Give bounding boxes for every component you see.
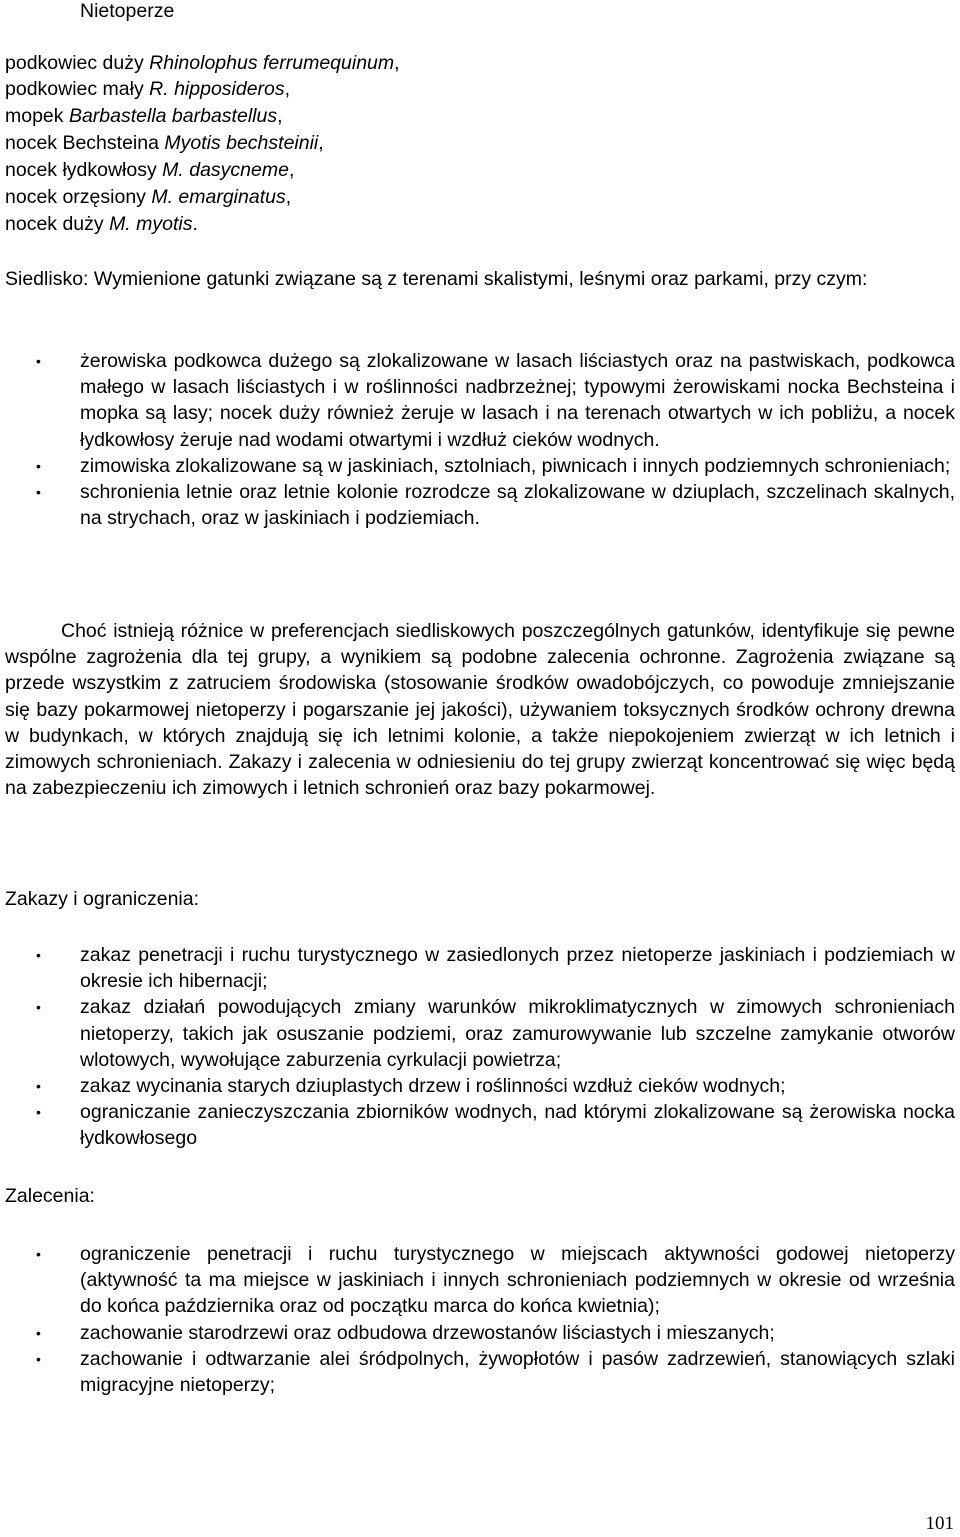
species-line: podkowiec duży Rhinolophus ferrumequinum,	[5, 52, 400, 74]
species-line: nocek duży M. myotis.	[5, 213, 198, 235]
recs-list	[0, 1241, 955, 1398]
list-item: • ograniczanie zanieczyszczania zbiorników wodnych, nad którymi zlokalizowane są żerowiska nocka łydkowłosego	[36, 1101, 955, 1150]
bullet-icon: •	[36, 1104, 41, 1121]
list-item: • zimowiska zlokalizowane są w jaskiniach, sztolniach, piwnicach i innych podziemnych schronieniach;	[0, 453, 955, 479]
habitat-list	[0, 348, 955, 531]
species-line: podkowiec mały R. hipposideros,	[5, 78, 291, 100]
species-line: nocek orzęsiony M. emarginatus,	[5, 186, 292, 208]
species-line: nocek Bechsteina Myotis bechsteinii,	[5, 132, 324, 154]
bullet-icon: •	[36, 1324, 41, 1341]
habitat-intro: Siedlisko: Wymienione gatunki związane są z terenami skalistymi, leśnymi oraz parkami, przy czym:	[5, 268, 868, 290]
bullet-icon: •	[36, 1350, 41, 1367]
list-item: • zachowanie i odtwarzanie alei śródpolnych, żywopłotów i pasów zadrzewień, stanowiących szlaki migracyjne nietoperzy;	[36, 1347, 955, 1397]
recs-heading: Zalecenia:	[5, 1185, 95, 1207]
bullet-icon: •	[36, 999, 41, 1016]
bans-heading: Zakazy i ograniczenia:	[5, 888, 200, 910]
list-item: • zakaz penetracji i ruchu turystycznego w zasiedlonych przez nietoperze jaskiniach i podziemiach w okresie ich hibernacji;	[36, 944, 955, 993]
bullet-icon: •	[36, 1078, 41, 1095]
bullet-icon: •	[36, 457, 41, 474]
list-item: • ograniczenie penetracji i ruchu turystycznego w miejscach aktywności godowej nietoperzy (aktywność ta ma miejsce w jaskiniach i innych schronieniach podziemnych w okresie od września do końca października oraz od początku marca do końca kwietnia);	[36, 1243, 955, 1318]
list-item: • żerowiska podkowca dużego są zlokalizowane w lasach liściastych oraz na pastwiskach, podkowca małego w lasach liściastych i w roślinności nadbrzeżnej; typowymi żerowiskami nocka Bechsteina i mopka są lasy; nocek duży również żeruje w lasach i na terenach otwartych w ich pobliżu, a nocek łydkowłosy żeruje nad wodami otwartymi i wzdłuż cieków wodnych.	[36, 350, 955, 451]
section-heading: Nietoperze	[80, 0, 175, 22]
bullet-icon: •	[36, 1246, 41, 1262]
list-item: • zakaz wycinania starych dziuplastych drzew i roślinności wzdłuż cieków wodnych;	[0, 1073, 955, 1099]
bullet-icon: •	[36, 484, 41, 501]
bans-list	[0, 942, 955, 1152]
species-line: nocek łydkowłosy M. dasycneme,	[5, 159, 295, 181]
bullet-icon: •	[36, 947, 41, 963]
page-number: 101	[925, 1513, 954, 1534]
threats-paragraph: Choć istnieją różnice w preferencjach siedliskowych poszczególnych gatunków, identyfikuje się pewne wspólne zagrożenia dla tej grupy, a wynikiem są podobne zalecenia ochronne. Zagrożenia związane są przede wszystkim z zatruciem środowiska (stosowanie środków owadobójczych, co powoduje zmniejszanie się bazy pokarmowej nietoperzy i pogarszanie jej jakości), używaniem toksycznych środków ochrony drewna w budynkach, w których znajdują się ich letnimi kolonie, a także niepokojeniem zwierząt w ich letnich i zimowych schronieniach. Zakazy i zalecenia w odniesieniu do tej grupy zwierząt koncentrować się więc będą na zabezpieczeniu ich zimowych i letnich schronień oraz bazy pokarmowej.	[5, 620, 955, 800]
species-line: mopek Barbastella barbastellus,	[5, 105, 283, 127]
bullet-icon: •	[36, 353, 41, 369]
list-item: • schronienia letnie oraz letnie kolonie rozrodcze są zlokalizowane w dziuplach, szczelinach skalnych, na strychach, oraz w jaskiniach i podziemiach.	[36, 481, 955, 530]
list-item: • zakaz działań powodujących zmiany warunków mikroklimatycznych w zimowych schronieniach nietoperzy, takich jak osuszanie podziemi, oraz zamurowywanie lub szczelne zamykanie otworów wlotowych, wywołujące zaburzenia cyrkulacji powietrza;	[36, 996, 955, 1071]
list-item: • zachowanie starodrzewi oraz odbudowa drzewostanów liściastych i mieszanych;	[0, 1320, 955, 1346]
